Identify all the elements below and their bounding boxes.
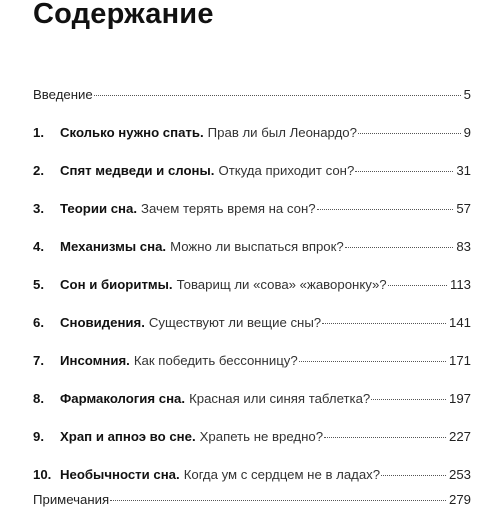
toc-page-number: 31 [456,163,471,178]
toc-entry-chapter-4[interactable] [33,234,471,255]
toc-entry-chapter-6[interactable] [33,310,471,331]
chapter-heading: Сновидения. [60,315,145,330]
chapter-subtitle: Можно ли выспаться впрок? [170,239,344,254]
chapter-subtitle: Прав ли был Леонардо? [207,125,357,140]
toc-entry-label: Примечания [33,492,110,507]
chapter-subtitle: Существуют ли вещие сны? [148,315,322,330]
chapter-heading: Фармакология сна. [60,391,186,406]
chapter-number: 1. [33,125,44,140]
chapter-number: 5. [33,277,44,292]
toc-entry-chapter-1[interactable] [33,120,471,141]
toc-entry-label: Введение [33,87,93,102]
chapter-heading: Сколько нужно спать. [60,125,204,140]
toc-entry-intro[interactable] [33,82,471,103]
chapter-number: 6. [33,315,44,330]
toc-entry-chapter-3[interactable] [33,196,471,217]
chapter-subtitle: Как победить бессонницу? [133,353,298,368]
chapter-number: 8. [33,391,44,406]
dot-leader [388,272,447,289]
toc-page-number: 171 [448,353,471,368]
chapter-subtitle: Красная или синяя таблетка? [189,391,371,406]
dot-leader [371,386,446,403]
dot-leader [324,424,446,441]
chapter-subtitle: Зачем терять время на сон? [141,201,316,216]
chapter-number: 4. [33,239,44,254]
chapter-heading: Спят медведи и слоны. [60,163,215,178]
chapter-subtitle: Храпеть не вредно? [199,429,324,444]
dot-leader [317,196,454,213]
dot-leader [94,82,461,99]
toc-entry-chapter-8[interactable] [33,386,471,407]
chapter-subtitle: Когда ум с сердцем не в ладах? [183,467,381,482]
dot-leader [355,158,453,175]
toc-entry-chapter-9[interactable] [33,424,471,445]
toc-page-number: 141 [448,315,471,330]
toc-entry-chapter-10[interactable] [33,462,471,483]
toc-page-number: 83 [456,239,471,254]
dot-leader [299,348,446,365]
toc-page-number: 279 [448,492,471,507]
chapter-number: 10. [33,467,52,482]
toc-page-number: 5 [463,87,471,102]
chapter-subtitle: Откуда приходит сон? [218,163,355,178]
dot-leader [381,462,446,479]
page-title: Содержание [33,0,214,30]
toc-page-number: 113 [449,277,471,292]
toc-page-number: 253 [448,467,471,482]
chapter-heading: Инсомния. [60,353,130,368]
chapter-number: 9. [33,429,44,444]
dot-leader [322,310,446,327]
toc-page-number: 57 [456,201,471,216]
toc-entry-chapter-7[interactable] [33,348,471,369]
dot-leader [345,234,454,251]
toc-entry-chapter-5[interactable] [33,272,471,293]
dot-leader [110,487,446,504]
chapter-subtitle: Товарищ ли «сова» «жаворонку»? [176,277,387,292]
toc-entry-chapter-2[interactable] [33,158,471,179]
chapter-number: 2. [33,163,44,178]
chapter-heading: Механизмы сна. [60,239,167,254]
chapter-heading: Необычности сна. [60,467,180,482]
chapter-heading: Сон и биоритмы. [60,277,173,292]
chapter-number: 3. [33,201,44,216]
chapter-number: 7. [33,353,44,368]
toc-page-number: 227 [448,429,471,444]
dot-leader [358,120,461,137]
toc-page-number: 9 [463,125,471,140]
toc-page-number: 197 [448,391,471,406]
toc-entry-notes[interactable] [33,487,471,508]
chapter-heading: Теории сна. [60,201,138,216]
chapter-heading: Храп и апноэ во сне. [60,429,196,444]
